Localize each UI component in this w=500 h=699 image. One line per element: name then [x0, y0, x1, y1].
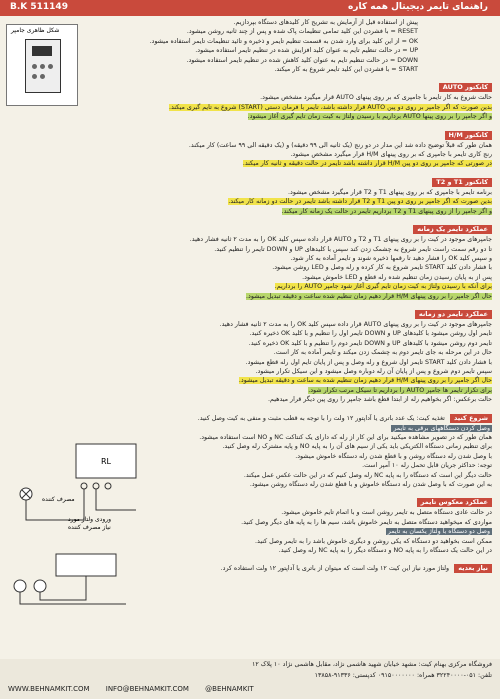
voltage-label-1: ورودی ولتاژ مورد — [68, 516, 112, 523]
voltage-label-2: نیاز مصرف کننده — [68, 524, 111, 531]
text-line: در حالت عادی دستگاه متصل به تایمر روشن است و با اتمام تایم خاموش میشود. — [281, 509, 492, 517]
email-link[interactable]: INFO@BEHNAMKIT.COM — [105, 685, 189, 693]
footer — [0, 659, 500, 699]
section-heading: عملکرد تایمر دو زمانه — [415, 310, 492, 319]
wiring-diagram-two — [6, 550, 146, 610]
text-line: ولتاژ مورد نیاز این کیت ۱۲ ولت است که میتوان از باتری یا آداپتور ۱۲ ولت استفاده کرد. — [220, 565, 450, 573]
text-line: START = با فشردن این کلید تایمر شروع به کار میکند. — [274, 66, 418, 74]
section-heading: شروع کنید — [450, 414, 492, 423]
section-heading: عملکرد تایمر یک زمانه — [413, 225, 492, 234]
text-line: سپس تایمر دوم شروع و پس از پایان آن رله دوباره وصل میشود و این سیکل تکرار میشود. — [255, 367, 492, 375]
text-line: تایمر اول روشن میشود با کلیدهای UP و DOWN تایمر اول را تنظیم و با کلید OK ذخیره کنید. — [249, 330, 492, 338]
highlight-line: برای تکرار تایمر ها جامپر AUTO را برداریم تا سیکل مرتب تکرار شود. — [308, 386, 492, 394]
website-link[interactable]: WWW.BEHNAMKIT.COM — [8, 685, 90, 693]
text-line: تغذیه کیت: یک عدد باتری یا آداپتور ۱۲ ولت را با توجه به قطب مثبت و منفی به کیت وصل کنید. — [197, 414, 445, 422]
highlight-line: بدین صورت که اگر جامپر بر روی دو پین AUTO قرار داشته باشد، تایمر با فرمان دستی (START) شروع به تایم گیری میکند. — [168, 103, 492, 111]
jumper-figure-label: شکل ظاهری جامپر — [11, 27, 60, 34]
lamp-icon — [14, 580, 26, 592]
text-line: RESET = با فشردن این کلید تمامی تنظیمات پاک شده و پس از چند ثانیه روشن میشود. — [186, 28, 418, 36]
wiring-svg-two — [6, 550, 146, 610]
highlight-line: بدین صورت که اگر جامپر بر روی دو پین T1 و T2 قرار داشته باشد تایمر در حالت دو زمانه کار میکند. — [228, 198, 492, 206]
text-line: DOWN = در حالت تنظیم تایم به عنوان کلید کاهش شده در تنظیم تایمر استفاده میشود. — [186, 56, 418, 64]
highlight-line: برای آنکه با رسیدن ولتاژ به کیت زمان تایم گیری آغاز شود جامپر AUTO را برداریم. — [274, 283, 492, 291]
text-line: حالت شروع به کار تایمر با جامپری که بر روی پینهای AUTO قرار میگیرد مشخص میشود. — [260, 94, 492, 102]
section-heading: کانکتور AUTO — [439, 83, 492, 92]
text-line: با فشار دادن کلید START تایمر اول شروع و رله وصل و پس از پایان تایم اول رله قطع میشود. — [245, 358, 492, 366]
section-heading: نیاز بعدیه — [454, 564, 492, 573]
terminal — [81, 483, 87, 489]
footer-phones: تلفن: ۰۵۱-۳۲۲۴۰۰۰۰ همراه: ۰۹۱۵۰۰۰۰۰۰۰ کدپستی: ۹۱۳۳۶-۱۳۸۵۸ — [314, 672, 492, 679]
telegram-link[interactable]: @BEHNAMKIT — [205, 685, 254, 693]
text-line: تایمر دوم روشن میشود با کلیدهای UP و DOWN تایمر دوم را تنظیم و با کلید OK ذخیره کنید. — [248, 339, 492, 347]
text-line: در این حالت یک دستگاه را به پایه NO و دستگاه دیگر را به پایه NC رله وصل کنید. — [278, 547, 492, 555]
text-line: پیش از استفاده قبل از آزمایش به تشریح کار کلیدهای دستگاه بپردازیم. — [233, 19, 418, 26]
text-line: تا دو رقم سمت راست تایمر شروع به چشمک زدن کند سپس با کلیدهای UP و DOWN تایمر را تنظیم کنید. — [214, 245, 492, 253]
text-line: همان طور که در تصویر مشاهده میکنید برای این کار از رله که دارای یک کنتاکت NC و NO است استفاده میشود. — [199, 434, 492, 441]
text-line: با وصل شدن رله دستگاه روشن و با قطع شدن رله دستگاه خاموش میشود. — [295, 452, 492, 460]
page-title: راهنمای تایمر دیجیتال همه کاره — [347, 2, 488, 12]
relay-label: RL — [100, 457, 112, 466]
subheading: وصل دو دستگاه با ولتاژ یکسان به تایمر — [387, 528, 490, 536]
footer-links — [8, 685, 268, 693]
text-line: با فشار دادن کلید START تایمر شروع به کار کرده و رله وصل و LED روشن میشود. — [272, 264, 492, 272]
highlight-line: و اگر جامپر را از روی پینهای T1 و T2 برداریم تایمر در حالت یک زمانه کار میکند. — [281, 207, 492, 215]
footer-address: فروشگاه مرکزی بهنام کیت: مشهد خیابان شهید هاشمی نژاد، مقابل هاشمی نژاد ۱۰ پلاک ۱۲ — [251, 661, 492, 668]
text-line: جامپرهای موجود در کیت را بر روی پینهای AUTO قرار داده سپس کلید OK را به مدت ۲ ثانیه فشار دهید. — [219, 320, 492, 328]
text-line: OK = از این کلید برای وارد شدن به قسمت تنظیم تایمر و ذخیره و تائید تنظیمات تایمر استفاده میشود. — [149, 37, 418, 45]
text-line: پس از به پایان رسیدن زمان تنظیم شده رله قطع و LED خاموش میشود. — [302, 273, 492, 281]
wiring-diagram — [6, 440, 146, 530]
text-line: همان طور که قبلاً توضیح داده شد این مدار در دو رنج (یک ثانیه الی ۹۹ دقیقه) و (یک دقیقه الی ۹۹ ساعت) کار میکند. — [188, 141, 492, 149]
section-heading: کانکتور H/M — [445, 131, 492, 140]
text-line: ممکن است بخواهید دو دستگاه که یکی روشن و دیگری خاموش باشد را به تایمر وصل کنید. — [255, 537, 492, 545]
lamp-icon — [34, 580, 46, 592]
terminal — [105, 483, 111, 489]
consumer-label: مصرف کننده — [42, 496, 75, 503]
text-line: حالت دیگر این است که دستگاه را به پایه NC رله وصل کنیم که در این حالت عکس عمل میکند. — [243, 471, 492, 479]
text-line: UP = در حالت تنظیم تایم به عنوان کلید افزایش شده در تنظیم تایمر استفاده میشود. — [195, 47, 418, 55]
text-line: برای تنظیم زمانی دستگاه الکتریکی باید یکی از سیم های آن را به پایه NO و پایه مشترک رله وصل کنید. — [222, 443, 492, 451]
text-line: توجه: حداکثر جریان قابل تحمل رله ۱۰ آمپر است. — [362, 462, 492, 470]
section-heading: کانکتور T1 و T2 — [432, 178, 492, 187]
highlight-line: حال اگر جامپر را بر روی پینهای H/M قرار دهیم زمان تنظیم شده ساعت و دقیقه تبدیل میشود. — [246, 292, 492, 300]
text-line: حال در این مرحله به جای تایمر دوم به چشمک زدن میکند و تایمر آماده به کار است. — [273, 349, 492, 357]
subheading: وصل کردن دستگاههای برقی به تایمر — [393, 424, 490, 432]
highlight-line: حال اگر جامپر را بر روی پینهای H/M قرار دهیم زمان تنظیم شده به ساعت و دقیقه تبدیل میشود. — [238, 377, 492, 385]
terminal — [93, 483, 99, 489]
wire — [96, 489, 136, 510]
header-bar — [0, 0, 500, 16]
product-code: B.K 511149 — [10, 2, 68, 12]
relay-box — [56, 554, 116, 576]
text-line: و سپس کلید OK را فشار دهید تا رقمها ذخیره شوند و تایمر آماده به کار شود. — [290, 254, 492, 262]
section-heading: عملکرد معکوس تایمر — [417, 498, 492, 507]
highlight-line: و اگر جامپر را بر روی پینها AUTO برداریم با رسیدن ولتاژ به کیت زمان تایم گیری آغاز میشود. — [247, 113, 492, 121]
text-line: برنامه تایمر با جامپری که بر روی پینهای T1 و T2 قرار میگیرد مشخص میشود. — [288, 188, 492, 196]
text-line: حالت برعکس: اگر بخواهیم رله از ابتدا قطع باشد جامپر را روی پین دیگر قرار میدهیم. — [268, 396, 492, 404]
text-line: رنج کاری تایمر با جامپری که بر روی پینهای H/M قرار میگیرد مشخص میشود. — [290, 151, 492, 159]
text-line: به این صورت که با وصل شدن رله دستگاه خاموش و با قطع شدن رله دستگاه روشن میشود. — [249, 481, 492, 489]
text-line: جامپرهای موجود در کیت را بر روی پینهای T1 و T2 و AUTO قرار داده سپس کلید OK را به مدت ۲ ثانیه فشار دهید. — [189, 236, 492, 244]
highlight-line: در صورتی که جامپر بر روی دو پین H/M قرار داشته باشد تایمر در حالت دقیقه و ثانیه کار میکند. — [242, 160, 492, 168]
text-line: مواردی که میخواهید دستگاه متصل به تایمر خاموش باشد، سیم ها را به پایه های دیگر وصل کنید. — [241, 518, 492, 526]
